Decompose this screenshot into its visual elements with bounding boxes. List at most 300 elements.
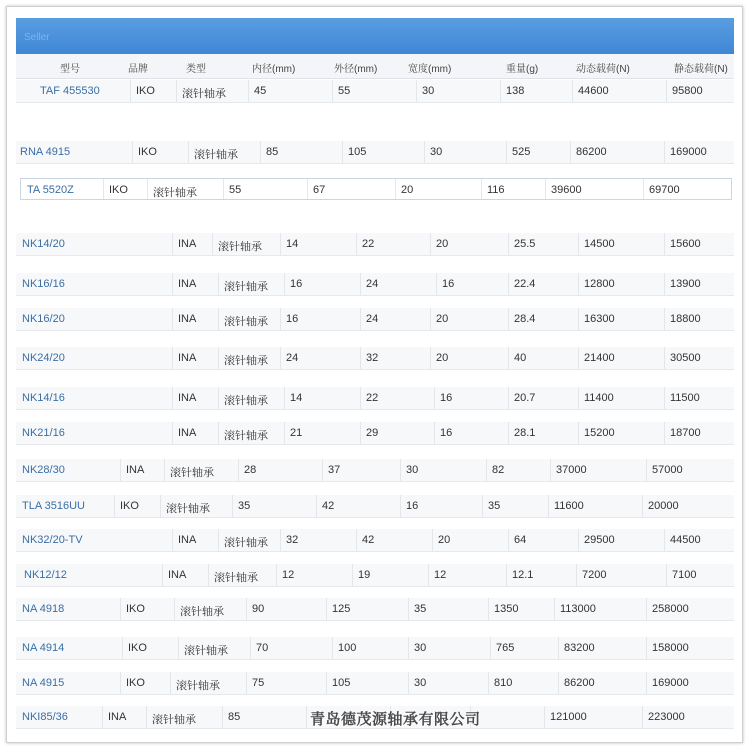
cell-model[interactable]: NA 4918	[22, 603, 65, 615]
cell-dynamic-load: 44600	[578, 85, 609, 97]
cell-static-load: 18800	[670, 313, 701, 325]
cell-type: 滚针轴承	[166, 503, 210, 515]
cell-type: 滚针轴承	[224, 316, 268, 328]
cell-dynamic-load: 16300	[584, 313, 615, 325]
cell-model[interactable]: NK14/16	[22, 392, 65, 404]
cell-brand: IKO	[109, 184, 128, 196]
cell-static-load: 15600	[670, 238, 701, 250]
table-title-bar	[16, 18, 734, 54]
cell-brand: INA	[178, 313, 197, 325]
column-divider	[120, 598, 121, 620]
column-divider	[558, 672, 559, 694]
cell-inner-diameter: 24	[286, 352, 299, 364]
column-divider	[400, 459, 401, 481]
cell-outer-diameter: 105	[332, 677, 351, 689]
cell-brand: INA	[178, 278, 197, 290]
cell-brand: IKO	[136, 85, 155, 97]
header-type: 类型	[186, 64, 206, 75]
cell-type: 滚针轴承	[182, 88, 226, 100]
table-row	[16, 672, 734, 695]
cell-inner-diameter: 21	[290, 427, 303, 439]
column-divider	[430, 233, 431, 255]
column-divider	[218, 273, 219, 295]
cell-model[interactable]: NK32/20-TV	[22, 534, 83, 546]
cell-type: 滚针轴承	[152, 714, 196, 726]
cell-outer-diameter: 105	[348, 146, 367, 158]
cell-width: 30	[422, 85, 435, 97]
column-divider	[646, 637, 647, 659]
cell-static-load: 11500	[670, 392, 700, 404]
table-row	[16, 422, 734, 445]
cell-inner-diameter: 85	[266, 146, 279, 158]
screenshot-frame	[6, 6, 743, 743]
cell-weight: 28.1	[514, 427, 536, 439]
cell-inner-diameter: 45	[254, 85, 267, 97]
column-divider	[232, 495, 233, 517]
column-divider	[172, 233, 173, 255]
column-divider	[260, 141, 261, 163]
cell-static-load: 7100	[672, 569, 697, 581]
column-divider	[316, 495, 317, 517]
header-brand: 品牌	[128, 64, 148, 75]
cell-brand: INA	[168, 569, 187, 581]
cell-width: 20	[401, 184, 414, 196]
column-divider	[342, 141, 343, 163]
column-divider	[664, 308, 665, 330]
cell-brand: INA	[178, 427, 197, 439]
cell-weight: 25.5	[514, 238, 536, 250]
header-weight: 重量(g)	[506, 64, 539, 75]
cell-dynamic-load: 15200	[584, 427, 615, 439]
cell-width: 30	[430, 146, 443, 158]
table-row	[16, 387, 734, 410]
cell-inner-diameter: 12	[282, 569, 295, 581]
column-divider	[664, 273, 665, 295]
column-divider	[218, 308, 219, 330]
column-divider	[103, 179, 104, 199]
cell-model[interactable]: TAF 455530	[40, 85, 100, 97]
column-divider	[172, 387, 173, 409]
column-divider	[548, 495, 549, 517]
cell-width: 30	[406, 464, 419, 476]
column-divider	[284, 387, 285, 409]
column-divider	[280, 529, 281, 551]
column-divider	[360, 422, 361, 444]
column-divider	[578, 347, 579, 369]
column-divider	[486, 459, 487, 481]
title-bar-text: Seller	[24, 32, 50, 43]
cell-weight: 116	[487, 184, 505, 196]
column-divider	[664, 347, 665, 369]
header-static-load: 静态载荷(N)	[674, 64, 728, 75]
cell-brand: IKO	[126, 603, 145, 615]
cell-weight: 810	[494, 677, 513, 689]
column-divider	[572, 80, 573, 102]
cell-brand: INA	[178, 534, 197, 546]
cell-type: 滚针轴承	[224, 537, 268, 549]
column-divider	[172, 347, 173, 369]
column-divider	[120, 459, 121, 481]
cell-inner-diameter: 85	[228, 711, 241, 723]
cell-width: 20	[438, 534, 451, 546]
column-divider	[488, 672, 489, 694]
column-divider	[212, 233, 213, 255]
cell-brand: INA	[178, 238, 197, 250]
cell-dynamic-load: 12800	[584, 278, 615, 290]
column-divider	[508, 529, 509, 551]
column-divider	[666, 80, 667, 102]
cell-dynamic-load: 11400	[584, 392, 614, 404]
cell-inner-diameter: 75	[252, 677, 265, 689]
column-divider	[147, 179, 148, 199]
column-divider	[666, 564, 667, 586]
column-divider	[508, 422, 509, 444]
column-divider	[360, 308, 361, 330]
header-model: 型号	[60, 64, 80, 75]
cell-width: 35	[414, 603, 427, 615]
cell-static-load: 44500	[670, 534, 701, 546]
cell-model[interactable]: NA 4915	[22, 677, 65, 689]
cell-static-load: 223000	[648, 711, 685, 723]
cell-outer-diameter: 24	[366, 278, 379, 290]
column-divider	[550, 459, 551, 481]
cell-type: 滚针轴承	[184, 645, 228, 657]
column-divider	[176, 80, 177, 102]
cell-dynamic-load: 21400	[584, 352, 615, 364]
column-divider	[508, 308, 509, 330]
column-divider	[558, 637, 559, 659]
column-divider	[172, 422, 173, 444]
column-divider	[360, 273, 361, 295]
column-divider	[576, 564, 577, 586]
cell-outer-diameter: 32	[366, 352, 379, 364]
header-outer-diameter: 外径(mm)	[334, 64, 378, 75]
column-divider	[481, 179, 482, 199]
cell-width: 30	[414, 677, 427, 689]
cell-model[interactable]: NK12/12	[24, 569, 67, 581]
cell-outer-diameter: 22	[362, 238, 375, 250]
cell-dynamic-load: 86200	[564, 677, 595, 689]
table-row	[16, 273, 734, 296]
column-divider	[222, 706, 223, 728]
cell-weight: 12.1	[512, 569, 534, 581]
cell-type: 滚针轴承	[224, 395, 268, 407]
cell-width: 20	[436, 352, 449, 364]
column-divider	[424, 141, 425, 163]
column-divider	[178, 637, 179, 659]
column-divider	[172, 273, 173, 295]
cell-outer-diameter: 67	[313, 184, 326, 196]
cell-width: 12	[434, 569, 447, 581]
cell-dynamic-load: 39600	[551, 184, 582, 196]
table-row	[16, 308, 734, 331]
cell-model[interactable]: NK28/30	[22, 464, 65, 476]
column-divider	[578, 308, 579, 330]
table-row	[16, 564, 734, 587]
cell-inner-diameter: 28	[244, 464, 257, 476]
cell-weight: 22.4	[514, 278, 536, 290]
column-divider	[646, 672, 647, 694]
cell-static-load: 169000	[670, 146, 707, 158]
column-divider	[162, 564, 163, 586]
column-divider	[122, 637, 123, 659]
column-divider	[223, 179, 224, 199]
cell-inner-diameter: 16	[286, 313, 299, 325]
column-divider	[248, 80, 249, 102]
cell-outer-diameter: 37	[328, 464, 341, 476]
column-divider	[646, 459, 647, 481]
column-divider	[306, 706, 307, 728]
column-divider	[160, 495, 161, 517]
cell-outer-diameter: 42	[362, 534, 375, 546]
column-divider	[434, 422, 435, 444]
column-divider	[356, 529, 357, 551]
cell-type: 滚针轴承	[194, 149, 238, 161]
cell-type: 滚针轴承	[224, 281, 268, 293]
column-divider	[356, 233, 357, 255]
column-divider	[488, 598, 489, 620]
cell-static-load: 258000	[652, 603, 689, 615]
column-divider	[208, 564, 209, 586]
cell-model[interactable]: NKI85/36	[22, 711, 68, 723]
cell-static-load: 57000	[652, 464, 683, 476]
column-divider	[170, 672, 171, 694]
cell-weight: 525	[512, 146, 531, 158]
column-divider	[500, 80, 501, 102]
column-divider	[578, 387, 579, 409]
column-divider	[400, 495, 401, 517]
column-divider	[174, 598, 175, 620]
cell-inner-diameter: 14	[286, 238, 299, 250]
cell-dynamic-load: 121000	[550, 711, 587, 723]
cell-dynamic-load: 83200	[564, 642, 595, 654]
table-row	[16, 141, 734, 164]
column-divider	[332, 80, 333, 102]
column-divider	[164, 459, 165, 481]
column-divider	[646, 598, 647, 620]
column-divider	[664, 529, 665, 551]
column-divider	[246, 598, 247, 620]
column-divider	[326, 598, 327, 620]
cell-width: 16	[406, 500, 419, 512]
column-divider	[218, 422, 219, 444]
cell-weight: 138	[506, 85, 525, 97]
column-divider	[280, 347, 281, 369]
column-divider	[284, 422, 285, 444]
header-width: 宽度(mm)	[408, 64, 452, 75]
cell-model[interactable]: NK24/20	[22, 352, 65, 364]
cell-inner-diameter: 70	[256, 642, 269, 654]
cell-weight: 765	[496, 642, 515, 654]
cell-outer-diameter: 22	[366, 392, 379, 404]
column-divider	[432, 529, 433, 551]
cell-dynamic-load: 37000	[556, 464, 587, 476]
column-divider	[434, 387, 435, 409]
column-divider	[642, 495, 643, 517]
cell-static-load: 13900	[670, 278, 701, 290]
cell-width: 20	[436, 238, 449, 250]
table-row	[16, 80, 734, 103]
cell-width: 20	[436, 313, 449, 325]
cell-brand: INA	[108, 711, 127, 723]
column-divider	[284, 273, 285, 295]
cell-model[interactable]: NK14/20	[22, 238, 65, 250]
cell-outer-diameter: 42	[322, 500, 335, 512]
table-row	[16, 233, 734, 256]
cell-model[interactable]: NK16/16	[22, 278, 65, 290]
cell-dynamic-load: 11600	[554, 500, 584, 512]
table-row	[16, 637, 734, 660]
cell-weight: 20.7	[514, 392, 536, 404]
cell-static-load: 169000	[652, 677, 689, 689]
column-divider	[146, 706, 147, 728]
table-row	[16, 495, 734, 518]
cell-model[interactable]: TLA 3516UU	[22, 500, 85, 512]
column-divider	[276, 564, 277, 586]
column-divider	[508, 387, 509, 409]
cell-static-load: 30500	[670, 352, 701, 364]
cell-outer-diameter: 125	[332, 603, 351, 615]
cell-model[interactable]: RNA 4915	[20, 146, 71, 158]
cell-brand: INA	[126, 464, 145, 476]
header-inner-diameter: 内径(mm)	[252, 64, 296, 75]
column-divider	[570, 141, 571, 163]
column-divider	[642, 706, 643, 728]
cell-model[interactable]: NK21/16	[22, 427, 65, 439]
column-divider	[544, 706, 545, 728]
column-divider	[408, 672, 409, 694]
cell-type: 滚针轴承	[170, 467, 214, 479]
column-divider	[280, 233, 281, 255]
column-divider	[307, 179, 308, 199]
cell-inner-diameter: 35	[238, 500, 251, 512]
column-divider	[578, 422, 579, 444]
column-divider	[130, 80, 131, 102]
column-divider	[508, 273, 509, 295]
cell-dynamic-load: 14500	[584, 238, 615, 250]
cell-type: 滚针轴承	[218, 241, 262, 253]
column-divider	[490, 637, 491, 659]
column-divider	[430, 308, 431, 330]
table-row	[16, 347, 734, 370]
column-divider	[430, 347, 431, 369]
column-divider	[506, 141, 507, 163]
cell-model[interactable]: NK16/20	[22, 313, 65, 325]
cell-width: 16	[440, 392, 453, 404]
cell-inner-diameter: 55	[229, 184, 242, 196]
cell-inner-diameter: 32	[286, 534, 299, 546]
cell-model[interactable]: TA 5520Z	[27, 184, 74, 196]
cell-model[interactable]: NA 4914	[22, 642, 65, 654]
cell-static-load: 95800	[672, 85, 703, 97]
column-divider	[102, 706, 103, 728]
table-row	[20, 178, 732, 200]
company-watermark: 青岛德茂源轴承有限公司	[310, 711, 481, 728]
cell-dynamic-load: 86200	[576, 146, 607, 158]
cell-outer-diameter: 55	[338, 85, 351, 97]
column-divider	[508, 347, 509, 369]
cell-inner-diameter: 14	[290, 392, 303, 404]
table-row	[16, 598, 734, 621]
column-divider	[664, 233, 665, 255]
cell-inner-diameter: 90	[252, 603, 265, 615]
column-divider	[482, 495, 483, 517]
cell-brand: IKO	[126, 677, 145, 689]
cell-weight: 28.4	[514, 313, 536, 325]
cell-width: 30	[414, 642, 427, 654]
column-divider	[360, 387, 361, 409]
cell-outer-diameter: 29	[366, 427, 379, 439]
column-divider	[554, 598, 555, 620]
column-divider	[280, 308, 281, 330]
cell-weight: 82	[492, 464, 505, 476]
cell-outer-diameter: 24	[366, 313, 379, 325]
column-divider	[188, 141, 189, 163]
cell-static-load: 18700	[670, 427, 701, 439]
cell-brand: INA	[178, 352, 197, 364]
cell-static-load: 20000	[648, 500, 679, 512]
cell-dynamic-load: 113000	[560, 603, 596, 615]
column-divider	[238, 459, 239, 481]
column-divider	[395, 179, 396, 199]
column-divider	[664, 422, 665, 444]
column-divider	[428, 564, 429, 586]
cell-static-load: 69700	[649, 184, 680, 196]
column-divider	[408, 637, 409, 659]
column-divider	[172, 529, 173, 551]
cell-weight: 35	[488, 500, 501, 512]
column-divider	[578, 529, 579, 551]
cell-static-load: 158000	[652, 642, 689, 654]
cell-weight: 64	[514, 534, 527, 546]
cell-type: 滚针轴承	[224, 355, 268, 367]
column-divider	[132, 141, 133, 163]
cell-brand: IKO	[120, 500, 139, 512]
cell-outer-diameter: 19	[358, 569, 371, 581]
cell-type: 滚针轴承	[176, 680, 220, 692]
cell-width: 16	[440, 427, 453, 439]
column-divider	[120, 672, 121, 694]
table-row	[16, 529, 734, 552]
column-divider	[578, 273, 579, 295]
column-divider	[114, 495, 115, 517]
column-divider	[326, 672, 327, 694]
column-divider	[218, 387, 219, 409]
column-divider	[506, 564, 507, 586]
cell-weight: 1350	[494, 603, 519, 615]
column-divider	[545, 179, 546, 199]
column-divider	[250, 637, 251, 659]
column-divider	[332, 637, 333, 659]
column-divider	[408, 598, 409, 620]
cell-weight: 40	[514, 352, 527, 364]
column-divider	[218, 529, 219, 551]
column-divider	[643, 179, 644, 199]
cell-brand: IKO	[128, 642, 147, 654]
column-divider	[664, 387, 665, 409]
cell-type: 滚针轴承	[180, 606, 224, 618]
cell-width: 16	[442, 278, 455, 290]
cell-dynamic-load: 29500	[584, 534, 615, 546]
column-divider	[578, 233, 579, 255]
header-dynamic-load: 动态载荷(N)	[576, 64, 630, 75]
column-divider	[218, 347, 219, 369]
cell-type: 滚针轴承	[224, 430, 268, 442]
column-divider	[246, 672, 247, 694]
column-divider	[416, 80, 417, 102]
column-divider	[360, 347, 361, 369]
column-divider	[664, 141, 665, 163]
